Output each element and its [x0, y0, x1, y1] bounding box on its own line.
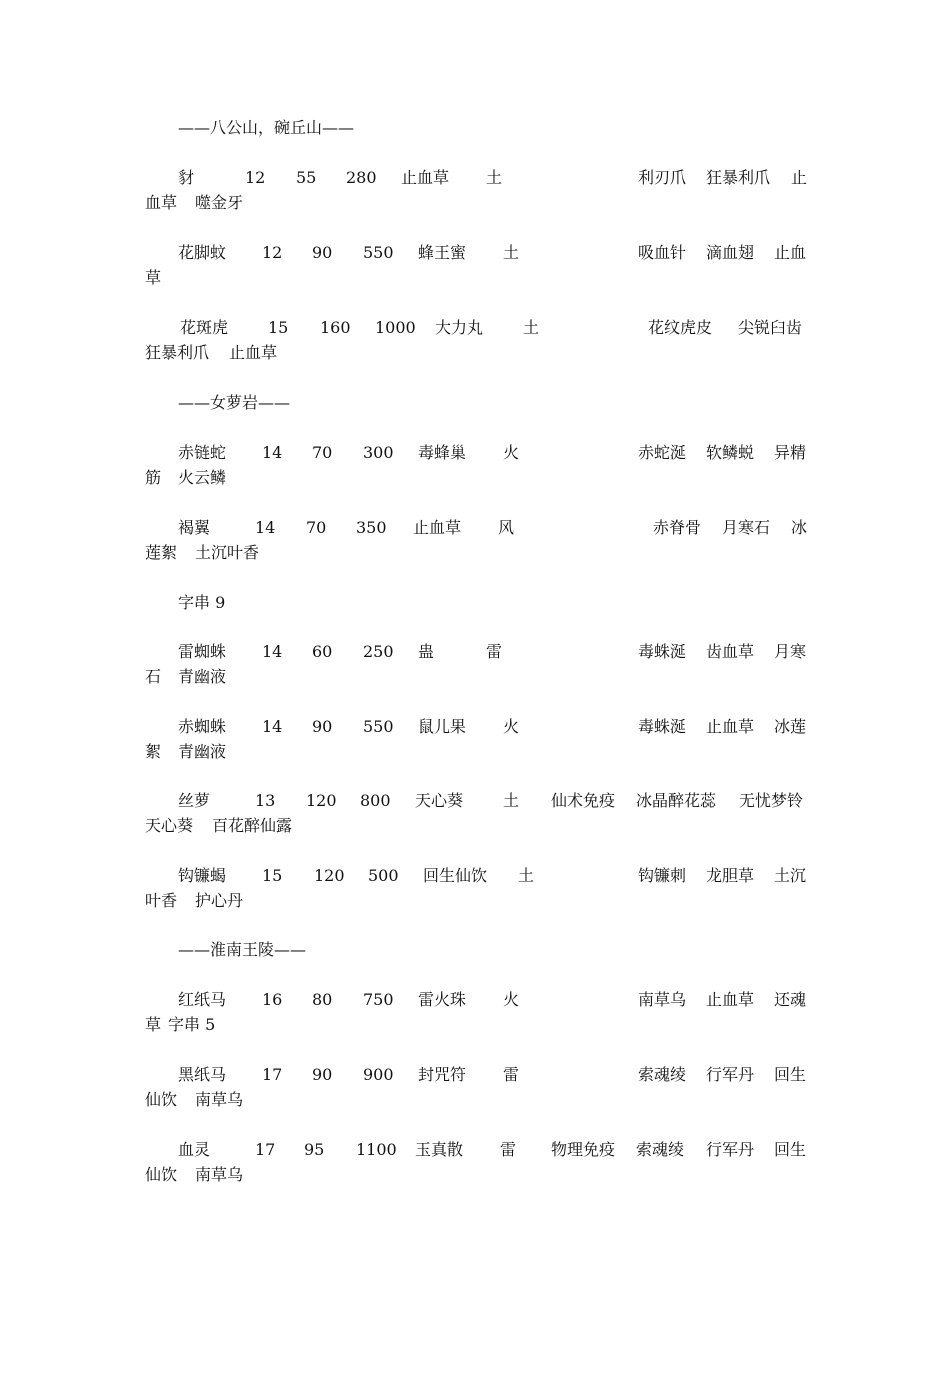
- table-row: [0, 990, 950, 1010]
- monster-drop: 冰: [791, 518, 808, 537]
- monster-drop: 还魂: [774, 990, 807, 1009]
- monster-level: 16: [262, 990, 283, 1009]
- table-row-continued: [0, 1090, 950, 1110]
- monster-level: 17: [262, 1065, 283, 1084]
- monster-name: 赤蜘蛛: [178, 717, 227, 736]
- monster-drop: 月寒: [774, 642, 807, 661]
- monster-exp: 800: [360, 791, 391, 810]
- monster-element: 雷: [503, 1065, 520, 1084]
- table-row: [0, 717, 950, 737]
- monster-name: 花斑虎: [180, 318, 229, 337]
- monster-name: 血灵: [178, 1140, 211, 1159]
- monster-steal: 天心葵: [415, 791, 464, 810]
- monster-drop: 索魂绫: [638, 1065, 687, 1084]
- table-row: [0, 642, 950, 662]
- section-heading: ——淮南王陵——: [178, 940, 307, 959]
- monster-drop: 青幽液: [178, 667, 227, 686]
- monster-drop: 钩镰刺: [638, 866, 687, 885]
- monster-name: 丝萝: [178, 791, 211, 810]
- monster-drop: 毒蛛涎: [638, 717, 687, 736]
- monster-element: 火: [503, 717, 520, 736]
- monster-hp: 60: [312, 642, 333, 661]
- monster-element: 火: [503, 990, 520, 1009]
- monster-name: 雷蜘蛛: [178, 642, 227, 661]
- monster-element: 风: [498, 518, 515, 537]
- monster-drop: 草: [145, 1015, 162, 1034]
- monster-element: 雷: [486, 642, 503, 661]
- table-row-continued: [0, 543, 950, 563]
- monster-drop: 滴血翅: [706, 243, 755, 262]
- monster-steal: 玉真散: [415, 1140, 464, 1159]
- monster-exp: 1100: [356, 1140, 397, 1159]
- table-row-continued: [0, 816, 950, 836]
- monster-exp: 350: [356, 518, 387, 537]
- monster-level: 14: [255, 518, 276, 537]
- monster-drop: 仙饮: [145, 1165, 178, 1184]
- monster-name: 花脚蚊: [178, 243, 227, 262]
- monster-steal: 毒蜂巢: [418, 443, 467, 462]
- monster-immunity: 仙术免疫: [551, 791, 616, 810]
- table-row: [0, 243, 950, 263]
- inline-note: 字串 5: [168, 1015, 216, 1034]
- monster-drop: 石: [145, 667, 162, 686]
- monster-name: 红纸马: [178, 990, 227, 1009]
- monster-drop: 噬金牙: [195, 193, 244, 212]
- monster-steal: 蜂王蜜: [418, 243, 467, 262]
- monster-drop: 草: [145, 268, 162, 287]
- monster-drop: 无忧梦铃: [739, 791, 804, 810]
- table-row: [0, 791, 950, 811]
- monster-name: 豺: [178, 168, 195, 187]
- monster-element: 火: [503, 443, 520, 462]
- monster-drop: 护心丹: [195, 891, 244, 910]
- monster-exp: 1000: [375, 318, 416, 337]
- monster-drop: 月寒石: [722, 518, 771, 537]
- monster-drop: 利刃爪: [638, 168, 687, 187]
- monster-drop: 天心葵: [145, 816, 194, 835]
- monster-drop: 毒蛛涎: [638, 642, 687, 661]
- monster-drop: 齿血草: [706, 642, 755, 661]
- section-heading: ——八公山，碗丘山——: [178, 118, 355, 137]
- table-row-continued: [0, 742, 950, 762]
- monster-hp: 95: [304, 1140, 325, 1159]
- monster-name: 黑纸马: [178, 1065, 227, 1084]
- table-row-continued: [0, 468, 950, 488]
- monster-exp: 900: [363, 1065, 394, 1084]
- monster-steal: 鼠儿果: [418, 717, 467, 736]
- monster-element: 土: [503, 243, 520, 262]
- monster-steal: 止血草: [401, 168, 450, 187]
- table-row: [0, 518, 950, 538]
- monster-exp: 750: [363, 990, 394, 1009]
- monster-steal: 止血草: [413, 518, 462, 537]
- monster-hp: 80: [312, 990, 333, 1009]
- monster-drop: 止血: [774, 243, 807, 262]
- monster-drop: 冰晶醉花蕊: [636, 791, 717, 810]
- monster-level: 14: [262, 717, 283, 736]
- monster-exp: 280: [346, 168, 377, 187]
- monster-drop: 止血草: [229, 343, 278, 362]
- monster-drop: 回生: [774, 1065, 807, 1084]
- table-row-continued: [0, 667, 950, 687]
- monster-drop: 行军丹: [706, 1140, 755, 1159]
- monster-element: 土: [523, 318, 540, 337]
- monster-drop: 行军丹: [706, 1065, 755, 1084]
- monster-drop: 百花醉仙露: [212, 816, 293, 835]
- monster-drop: 血草: [145, 193, 178, 212]
- monster-level: 12: [245, 168, 266, 187]
- table-row-continued: [0, 891, 950, 911]
- monster-drop: 青幽液: [178, 742, 227, 761]
- monster-hp: 90: [312, 243, 333, 262]
- monster-element: 土: [518, 866, 535, 885]
- monster-drop: 土沉: [774, 866, 807, 885]
- table-row-continued: [0, 343, 950, 363]
- monster-steal: 封咒符: [418, 1065, 467, 1084]
- monster-hp: 90: [312, 717, 333, 736]
- monster-drop: 软鳞蜕: [706, 443, 755, 462]
- monster-drop: 赤蛇涎: [638, 443, 687, 462]
- monster-name: 褐翼: [178, 518, 211, 537]
- monster-drop: 索魂绫: [636, 1140, 685, 1159]
- table-row: [0, 443, 950, 463]
- monster-drop: 止: [791, 168, 808, 187]
- monster-drop: 南草乌: [195, 1090, 244, 1109]
- table-row-continued: [0, 268, 950, 288]
- table-row: [0, 1140, 950, 1160]
- monster-exp: 500: [368, 866, 399, 885]
- table-row: [0, 866, 950, 886]
- monster-level: 12: [262, 243, 283, 262]
- monster-drop: 叶香: [145, 891, 178, 910]
- table-row-continued: [0, 193, 950, 213]
- monster-hp: 160: [320, 318, 351, 337]
- monster-steal: 雷火珠: [418, 990, 467, 1009]
- inline-note: 字串 9: [178, 593, 226, 612]
- monster-drop: 絮: [145, 742, 162, 761]
- monster-drop: 止血草: [706, 717, 755, 736]
- monster-hp: 120: [306, 791, 337, 810]
- table-row-continued: [0, 1015, 950, 1035]
- monster-drop: 仙饮: [145, 1090, 178, 1109]
- monster-level: 13: [255, 791, 276, 810]
- monster-drop: 尖锐臼齿: [738, 318, 803, 337]
- monster-drop: 南草乌: [195, 1165, 244, 1184]
- table-row: [0, 168, 950, 188]
- monster-level: 15: [262, 866, 283, 885]
- monster-drop: 莲絮: [145, 543, 178, 562]
- monster-drop: 止血草: [706, 990, 755, 1009]
- monster-drop: 龙胆草: [706, 866, 755, 885]
- monster-exp: 300: [363, 443, 394, 462]
- monster-drop: 土沉叶香: [195, 543, 260, 562]
- monster-drop: 回生: [774, 1140, 807, 1159]
- monster-drop: 花纹虎皮: [648, 318, 713, 337]
- monster-element: 土: [503, 791, 520, 810]
- monster-steal: 回生仙饮: [423, 866, 488, 885]
- monster-drop: 火云鳞: [178, 468, 227, 487]
- table-row: [0, 318, 950, 338]
- monster-exp: 250: [363, 642, 394, 661]
- monster-level: 14: [262, 443, 283, 462]
- monster-hp: 70: [312, 443, 333, 462]
- monster-drop: 异精: [774, 443, 807, 462]
- monster-immunity: 物理免疫: [551, 1140, 616, 1159]
- monster-hp: 120: [314, 866, 345, 885]
- monster-exp: 550: [363, 717, 394, 736]
- monster-drop: 冰莲: [774, 717, 807, 736]
- table-row: [0, 1065, 950, 1085]
- monster-steal: 蛊: [418, 642, 435, 661]
- monster-drop: 狂暴利爪: [145, 343, 210, 362]
- monster-drop: 筋: [145, 468, 162, 487]
- monster-drop: 狂暴利爪: [706, 168, 771, 187]
- monster-drop: 南草乌: [638, 990, 687, 1009]
- monster-element: 雷: [500, 1140, 517, 1159]
- monster-steal: 大力丸: [435, 318, 484, 337]
- monster-level: 15: [268, 318, 289, 337]
- monster-drop: 赤脊骨: [653, 518, 702, 537]
- monster-element: 土: [486, 168, 503, 187]
- monster-name: 钩镰蝎: [178, 866, 227, 885]
- table-row-continued: [0, 1165, 950, 1185]
- monster-exp: 550: [363, 243, 394, 262]
- monster-hp: 55: [296, 168, 317, 187]
- monster-name: 赤链蛇: [178, 443, 227, 462]
- monster-hp: 90: [312, 1065, 333, 1084]
- section-heading: ——女萝岩——: [178, 393, 291, 412]
- monster-level: 17: [255, 1140, 276, 1159]
- monster-hp: 70: [306, 518, 327, 537]
- monster-level: 14: [262, 642, 283, 661]
- monster-drop: 吸血针: [638, 243, 687, 262]
